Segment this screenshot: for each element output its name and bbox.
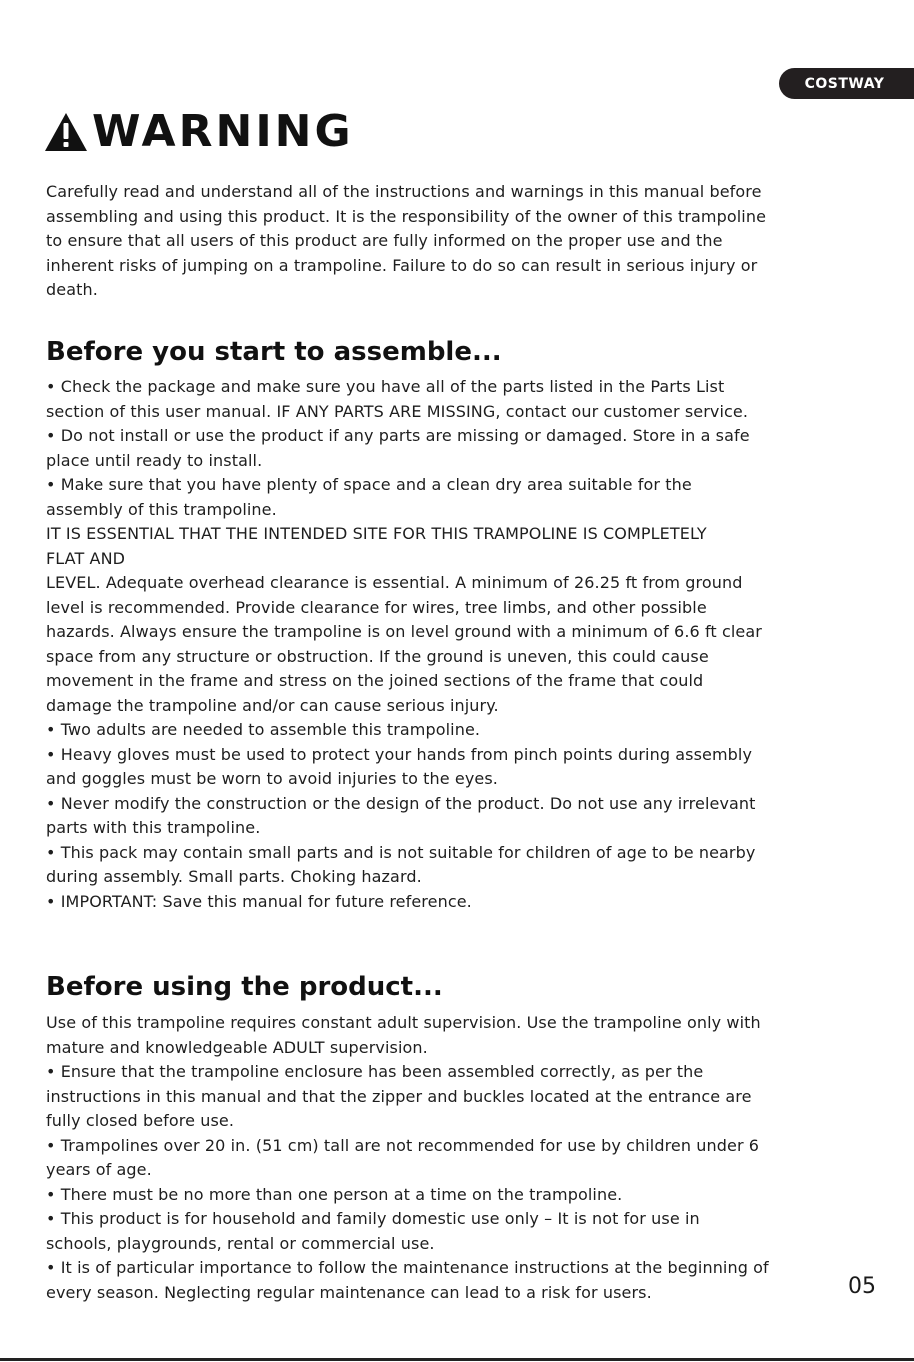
using-line: • There must be no more than one person at a time on the trampoline. — [46, 1184, 623, 1204]
page-number: 05 — [848, 1274, 876, 1299]
assemble-line: • This pack may contain small parts and is not suitable for children of age to be nearby — [46, 842, 756, 862]
using-line: Use of this trampoline requires constant adult supervision. Use the trampoline only with — [46, 1013, 761, 1032]
bottom-rule — [0, 1358, 914, 1361]
assemble-line: • Check the package and make sure you have all of the parts listed in the Parts List — [46, 377, 725, 396]
using-line: • Trampolines over 20 in. (51 cm) tall are not recommended for use by children under 6 — [46, 1135, 760, 1155]
warning-line: death. — [46, 280, 98, 299]
using-line: • It is of particular importance to follow the maintenance instructions at the beginning of — [46, 1258, 769, 1277]
warning-line: to ensure that all users of this product are fully informed on the proper use and the — [46, 231, 723, 250]
assemble-line: space from any structure or obstruction. If the ground is uneven, this could cause — [46, 646, 709, 666]
warning-line: inherent risks of jumping on a trampoline. Failure to do so can result in serious injury or — [46, 255, 758, 275]
assemble-line: section of this user manual. IF ANY PARTS ARE MISSING, contact our customer service. — [46, 401, 749, 421]
using-line: instructions in this manual and that the zipper and buckles located at the entrance are — [46, 1086, 752, 1106]
using-line: mature and knowledgeable ADULT supervision. — [46, 1037, 428, 1057]
warning-paragraph — [46, 180, 886, 303]
assemble-line: movement in the frame and stress on the joined sections of the frame that could — [46, 671, 704, 690]
assemble-list — [46, 375, 886, 914]
using-line: years of age. — [46, 1160, 152, 1179]
warning-title: WARNING — [92, 106, 354, 157]
warning-triangle-icon — [44, 112, 88, 152]
assemble-line: • Heavy gloves must be used to protect your hands from pinch points during assembly — [46, 744, 753, 764]
assemble-line: hazards. Always ensure the trampoline is on level ground with a minimum of 6.6 ft clear — [46, 622, 762, 641]
brand-name: COSTWAY — [804, 75, 885, 92]
assemble-line: • Do not install or use the product if any parts are missing or damaged. Store in a safe — [46, 426, 750, 445]
assemble-line: level is recommended. Provide clearance for wires, tree limbs, and other possible — [46, 597, 707, 617]
brand-badge — [779, 68, 914, 99]
assemble-line: FLAT AND — [46, 548, 126, 568]
assemble-line: and goggles must be worn to avoid injuries to the eyes. — [46, 769, 498, 788]
assemble-line: during assembly. Small parts. Choking hazard. — [46, 867, 422, 886]
assemble-line: • Two adults are needed to assemble this trampoline. — [46, 720, 481, 739]
assemble-heading: Before you start to assemble... — [46, 337, 502, 367]
assemble-line: • Make sure that you have plenty of space and a clean dry area suitable for the — [46, 475, 692, 494]
assemble-line: IT IS ESSENTIAL THAT THE INTENDED SITE FOR THIS TRAMPOLINE IS COMPLETELY — [46, 524, 707, 543]
warning-line: Carefully read and understand all of the instructions and warnings in this manual before — [46, 182, 762, 201]
using-line: • Ensure that the trampoline enclosure has been assembled correctly, as per the — [46, 1062, 704, 1081]
assemble-line: place until ready to install. — [46, 450, 263, 470]
using-list — [46, 1011, 886, 1305]
warning-line: assembling and using this product. It is the responsibility of the owner of this trampoline — [46, 206, 767, 226]
assemble-line: • IMPORTANT: Save this manual for future reference. — [46, 891, 472, 911]
assemble-line: LEVEL. Adequate overhead clearance is essential. A minimum of 26.25 ft from ground — [46, 573, 743, 592]
assemble-line: • Never modify the construction or the design of the product. Do not use any irrelevant — [46, 793, 756, 813]
using-line: • This product is for household and family domestic use only – It is not for use in — [46, 1209, 700, 1228]
using-heading: Before using the product... — [46, 972, 443, 1002]
using-line: every season. Neglecting regular maintenance can lead to a risk for users. — [46, 1282, 652, 1302]
warning-heading — [44, 104, 354, 160]
using-line: schools, playgrounds, rental or commercial use. — [46, 1233, 435, 1253]
assemble-line: damage the trampoline and/or can cause serious injury. — [46, 695, 499, 715]
using-line: fully closed before use. — [46, 1111, 235, 1130]
assemble-line: assembly of this trampoline. — [46, 499, 277, 519]
assemble-line: parts with this trampoline. — [46, 818, 261, 837]
